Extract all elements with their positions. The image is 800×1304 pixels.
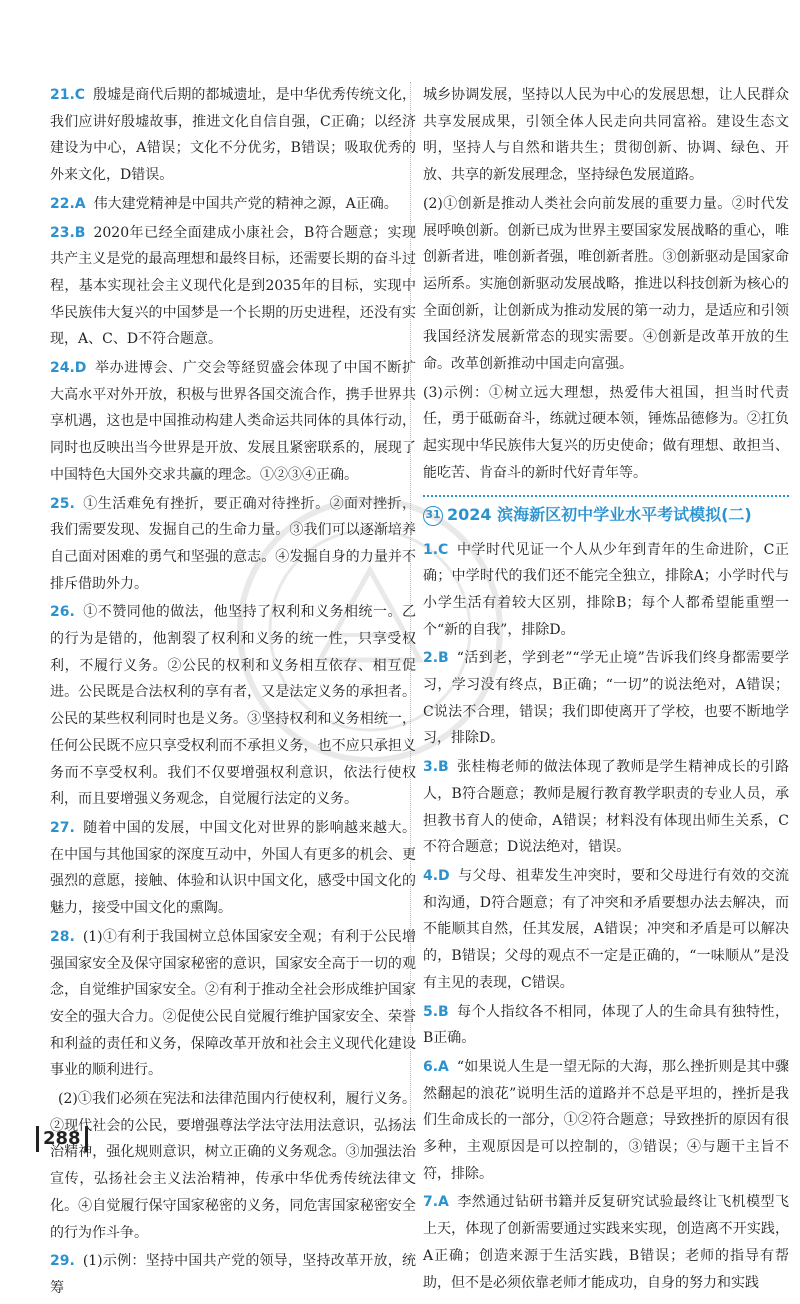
item-text: 随着中国的发展，中国文化对世界的影响越来越大。在中国与其他国家的深度互动中，外国人有更多的机会、更强烈的意愿，接触、体验和认识中国文化，感受中国文化的魅力，接受中国文化的熏陶。 (50, 819, 416, 917)
answer-item (423, 999, 789, 1052)
answer-item (423, 82, 789, 189)
item-number: 23.B (50, 224, 86, 241)
item-text: 与父母、祖辈发生冲突时，要和父母进行有效的交流和沟通，D符合题意；有了冲突和矛盾要想办法去解决，而不能顺其自然，任其发展，A错误；冲突和矛盾是可以解决的，B错误；父母的观点不一定是正确的，“一味顺从”是没有主见的表现，C错误。 (423, 867, 789, 991)
item-text: 中学时代见证一个人从少年到青年的生命进阶，C正确；中学时代的我们还不能完全独立，排除A；小学时代与小学生活有着较大区别，排除B；每个人都希望能重塑一个“新的自我”，排除D。 (423, 541, 789, 638)
item-number: 26. (50, 604, 75, 621)
page-number: 288 (36, 1126, 88, 1152)
item-number: 27. (50, 819, 75, 836)
item-number: 5.B (423, 1003, 449, 1020)
item-number: 24.D (50, 360, 87, 377)
item-text: 举办进博会、广交会等経贸盛会体现了中国不断扩大高水平对外开放，积极与世界各国交流合作，携手世界共享机遇，这也是中国推动构建人类命运共同体的具体行动，同时也反映出当今世界是开放、发展且紧密联系的，展现了中国特色大国外交求共赢的理念。①②③④正确。 (50, 360, 416, 483)
item-text: “如果说人生是一望无际的大海，那么挫折则是其中骤然翻起的浪花”说明生活的道路并不总是平坦的，挫折是我们生命成长的一部分，①②符合题意；导致挫折的原因有很多种，主观原因是可以控制的，③错误；④与题干主旨不符，排除。 (423, 1058, 789, 1182)
answer-item (50, 82, 416, 189)
answer-item (423, 380, 789, 487)
item-number: 22.A (50, 195, 86, 212)
item-number: 21.C (50, 87, 86, 103)
item-text: 殷墟是商代后期的都城遗址，是中华优秀传统文化，我们应讲好殷墟故事，推进文化自信自强，C正确；以经济建设为中心，A错误；文化不分优劣，B错误；吸取优秀的外来文化，D错误。 (50, 87, 416, 184)
item-text: 张桂梅老师的做法体现了教师是学生精神成长的引路人，B符合题意；教师是履行教育教学职责的专业人员，承担教书育人的使命，A错误；材料没有体现出师生关系，C不符合题意；D说法绝对，错误。 (423, 759, 789, 856)
answer-item (50, 191, 416, 218)
column-divider (410, 82, 411, 1122)
item-number: 1.C (423, 541, 449, 558)
item-text: (3)示例：①树立远大理想，热爱伟大祖国，担当时代责任，勇于砥砺奋斗，练就过硬本领，锤炼品德修为。②扛负起实现中华民族伟大复兴的历史使命；做有理想、敢担当、能吃苦、肯奋斗的新时代好青年等。 (423, 384, 789, 481)
item-number: 25. (50, 495, 75, 512)
answer-item (423, 1189, 789, 1296)
item-number: 6.A (423, 1058, 449, 1075)
section-header (423, 495, 789, 531)
item-text: (2)①我们必须在宪法和法律范围内行使权利，履行义务。②现代社会的公民，要增强尊法学法守法用法意识，弘扬法治精神，强化规则意识，树立正确的义务观念。③加强法治宣传，弘扬社会主义法治精神，传承中华优秀传统法律文化。④自觉履行保守国家秘密的义务，同危害国家秘密安全的行为作斗争。 (50, 1091, 416, 1241)
section-title: 2024 滨海新区初中学业水平考试模拟(二) (447, 505, 752, 525)
answer-item (423, 863, 789, 997)
item-number: 2.B (423, 650, 449, 667)
item-number: 3.B (423, 759, 449, 776)
answer-item (423, 645, 789, 752)
item-text: (1)示例：坚持中国共产党的领导，坚持改革开放，统筹 (50, 1253, 416, 1296)
answer-item (423, 191, 789, 378)
answer-item (50, 355, 416, 489)
item-text: ①不赞同他的做法，他坚持了权利和义务相统一。乙的行为是错的，他割裂了权利和义务的统一性，只享受权利，不履行义务。②公民的权利和义务相互依存、相互促进。公民既是合法权利的享有者，又是法定义务的承担者。公民的某些权利同时也是义务。③坚持权利和义务相统一，任何公民既不应只享受权利而不承担义务，也不应只承担义务而不享受权利。我们不仅要增强权利意识，依法行使权利，而且要增强义务观念，自觉履行法定的义务。 (50, 604, 416, 808)
left-column (50, 82, 416, 1304)
item-text: 每个人指纹各不相同，体现了人的生命具有独特性，B正确。 (423, 1003, 789, 1047)
right-column (423, 82, 789, 1298)
answer-item (423, 1054, 789, 1188)
item-number: 7.A (423, 1194, 449, 1211)
item-text: 城乡协调发展，坚持以人民为中心的发展思想，让人民群众共享发展成果，引领全体人民走向共同富裕。建设生态文明，坚持人与自然和谐共生；贯彻创新、协调、绿色、开放、共享的新发展理念，坚持绿色发展道路。 (423, 87, 789, 184)
item-text: 伟大建党精神是中国共产党的精神之源，A正确。 (93, 195, 398, 212)
answer-item (50, 220, 416, 354)
answer-item (423, 537, 789, 644)
answer-item (50, 924, 416, 1084)
answer-item (423, 754, 789, 861)
item-number: 29. (50, 1253, 75, 1270)
answer-item (50, 491, 416, 598)
item-text: ①生活难免有挫折，要正确对待挫折。②面对挫折，我们需要发现、发掘自己的生命力量。③我们可以逐渐培养自己面对困难的勇气和坚强的意志。④发掘自身的力量并不排斥借助外力。 (50, 495, 416, 592)
item-text: (2)①创新是推动人类社会向前发展的重要力量。②时代发展呼唤创新。创新已成为世界主要国家发展战略的重心，唯创新者进，唯创新者强，唯创新者胜。③创新驱动是国家命运所系。实施创新驱动发展战略，推进以科技创新为核心的全面创新，让创新成为推动发展的第一动力，是适应和引领我国经济发展新常态的现实需要。④创新是改革开放的生命。改革创新推动中国走向富强。 (423, 195, 789, 373)
item-text: “活到老，学到老”“学无止境”告诉我们终身都需要学习，学习没有终点，B正确；“一切”的说法绝对，A错误；C说法不合理，错误；我们即使离开了学校，也要不断地学习，排除D。 (423, 650, 789, 747)
answer-item (50, 1086, 416, 1246)
item-number: 4.D (423, 867, 450, 884)
answer-item (50, 815, 416, 922)
answer-item (50, 599, 416, 813)
item-number: 28. (50, 928, 75, 945)
item-text: 李然通过钻研书籍并反复研究试验最终让飞机模型飞上天，体现了创新需要通过实践来实现，创造离不开实践，A正确；创造来源于生活实践，B错误；老师的指导有帮助，但不是必须依靠老师才能成功，自身的努力和实践 (423, 1194, 789, 1291)
item-text: 2020年已经全面建成小康社会，B符合题意；实现共产主义是党的最高理想和最终目标，还需要长期的奋斗过程，基本实现社会主义现代化是到2035年的目标，实现中华民族伟大复兴的中国梦是一个长期的历史进程，还没有实现，A、C、D不符合题意。 (50, 224, 416, 348)
section-number-badge: 31 (423, 506, 443, 526)
item-text: (1)①有利于我国树立总体国家安全观；有利于公民增强国家安全及保守国家秘密的意识，国家安全高于一切的观念，自觉维护国家安全。②有利于推动全社会形成维护国家安全的强大合力。②促使公民自觉履行维护国家安全、荣誉和利益的责任和义务，保障改革开放和社会主义现代化建设事业的顺利进行。 (50, 928, 416, 1079)
answer-item (50, 1248, 416, 1301)
